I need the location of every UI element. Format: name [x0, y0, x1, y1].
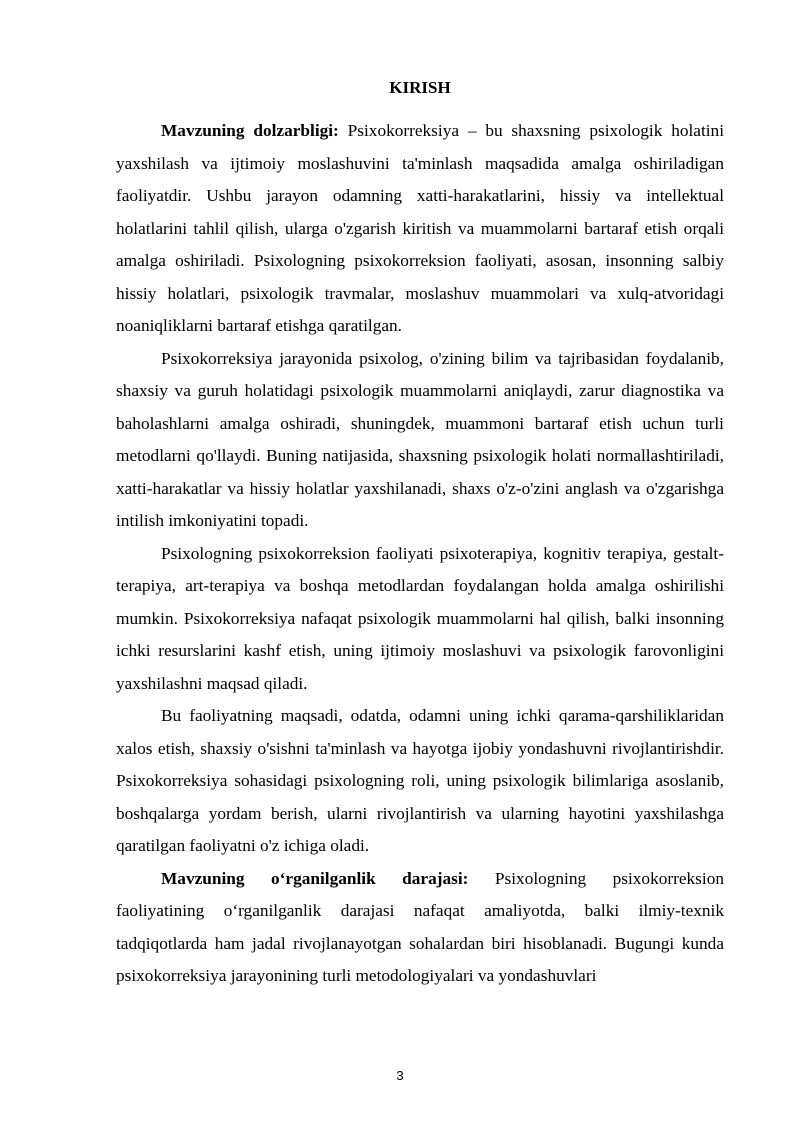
page-number: 3 — [396, 1068, 404, 1083]
paragraph — [116, 343, 724, 538]
paragraph-lead: Mavzuning dolzarbligi: — [161, 121, 339, 140]
section-heading: KIRISH — [389, 78, 451, 97]
body-text — [116, 115, 724, 993]
paragraph — [116, 115, 724, 343]
paragraph-text: Psixologning psixokorreksion faoliyati psixoterapiya, kognitiv terapiya, gestalt-terapiya, art-terapiya va boshqa metodlardan foydalangan holda amalga oshirilishi mumkin. Psixokorreksiya nafaqat psixologik muammolarni hal qilish, balki insonning ichki resurslarini kashf etish, uning ijtimoiy moslashuvi va psixologik farovonligini yaxshilashni maqsad qiladi. — [116, 543, 724, 693]
paragraph — [116, 700, 724, 863]
paragraph-lead: Mavzuning o‘rganilganlik darajasi: — [161, 868, 469, 888]
paragraph-text: Psixologning psixokorreksion faoliyatining o‘rganilganlik darajasi nafaqat amaliyotda, balki ilmiy-texnik tadqiqotlarda ham jadal rivojlanayotgan sohalardan biri hisoblanadi. Bugungi kunda psixokorreksiya jarayonining turli metodologiyalari va yondashuvlari — [116, 868, 724, 985]
paragraph-text: Bu faoliyatning maqsadi, odatda, odamni uning ichki qarama-qarshiliklaridan xalos etish, shaxsiy o'sishni ta'minlash va hayotga ijobiy yondashuvni rivojlantirishdir. Psixokorreksiya sohasidagi psixologning roli, uning psixologik bilimlariga asoslanib, boshqalarga yordam berish, ularni rivojlantirish va ularning hayotini yaxshilashga qaratilgan faoliyatni o'z ichiga oladi. — [116, 706, 724, 855]
paragraph — [116, 538, 724, 701]
paragraph-text: Psixokorreksiya jarayonida psixolog, o'zining bilim va tajribasidan foydalanib, shaxsiy va guruh holatidagi psixologik muammolarni aniqlaydi, zarur diagnostika va baholashlarni amalga oshiradi, shuningdek, muammoni bartaraf etish uchun turli metodlarni qo'llaydi. Buning natijasida, shaxsning psixologik holati normallashtiriladi, xatti-harakatlar va hissiy holatlar yaxshilanadi, shaxs o'z-o'zini anglash va o'zgarishga intilish imkoniyatini topadi. — [116, 348, 724, 530]
paragraph — [116, 863, 724, 993]
paragraph-text: Psixokorreksiya – bu shaxsning psixologik holatini yaxshilash va ijtimoiy moslashuvini ta'minlash maqsadida amalga oshiriladigan faoliyatdir. Ushbu jarayon odamning xatti-harakatlarini, hissiy va intellektual holatlarini tahlil qilish, ularga o'zgarish kiritish va muammolarni bartaraf etish orqali amalga oshiriladi. Psixologning psixokorreksion faoliyati, asosan, insonning salbiy hissiy holatlari, psixologik travmalar, moslashuv muammolari va xulq-atvoridagi noaniqliklarni bartaraf etishga qaratilgan. — [116, 121, 724, 335]
